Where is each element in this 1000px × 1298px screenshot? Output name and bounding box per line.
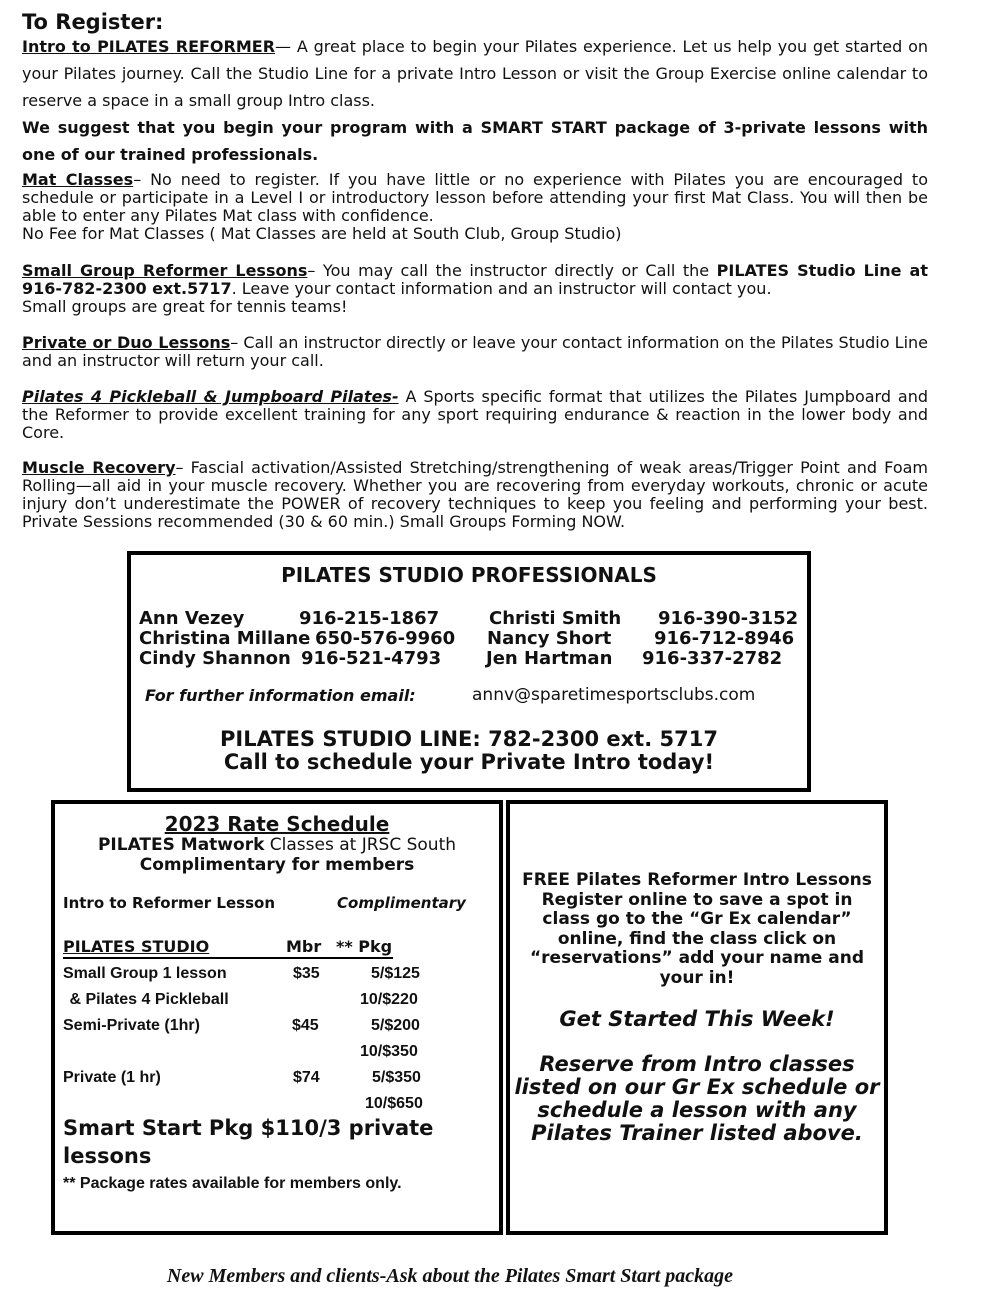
intro-text: A great place to begin your Pilates experience. Let us help you get started on your Pilates journey. Call the Studio Line for a private Intro Lesson or visit the Group Exercise online calendar to reserve a space in a small group Intro class. xyxy=(22,37,929,110)
instructor-phone: 916-215-1867 xyxy=(299,608,440,629)
free-intro-box xyxy=(506,800,888,1235)
mat-fee: No Fee for Mat Classes ( Mat Classes are held at South Club, Group Studio) xyxy=(22,224,622,243)
small-group-text-2: . Leave your contact information and an instructor will contact you. xyxy=(231,279,772,298)
intro-label: Intro to PILATES REFORMER xyxy=(22,37,276,56)
column-pkg: ** Pkg xyxy=(336,937,393,956)
pickleball-text: A Sports specific format that utilizes the Pilates Jumpboard and the Reformer to provide excellent training for any sport requiring endurance & reaction in the lower body and Core. xyxy=(22,387,929,442)
intro-lesson-label: Intro to Reformer Lesson xyxy=(63,894,275,912)
intro-section xyxy=(22,33,928,168)
reserve-text xyxy=(510,1053,884,1145)
free-intro-line: your in! xyxy=(659,967,735,988)
mat-section xyxy=(22,171,928,243)
professionals-title: PILATES STUDIO PROFESSIONALS xyxy=(281,563,657,587)
instructor-phone: 916-337-2782 xyxy=(642,648,783,669)
free-intro-line: online, find the class click on xyxy=(557,928,837,949)
rate-row-pkg: 5/$200 xyxy=(371,1017,420,1034)
header-underline xyxy=(63,957,393,959)
instructor-name: Nancy Short xyxy=(487,628,612,649)
private-section xyxy=(22,334,928,370)
column-mbr: Mbr xyxy=(286,937,322,956)
private-text: – Call an instructor directly or leave your contact information on the Pilates Studio Line and an instructor will return your call. xyxy=(22,333,928,370)
small-group-text-3: Small groups are great for tennis teams! xyxy=(22,297,348,316)
instructor-phone: 650-576-9960 xyxy=(315,628,456,649)
rate-row-pkg: 5/$125 xyxy=(371,965,420,982)
matwork-line xyxy=(55,835,499,855)
rate-row-mbr: $74 xyxy=(293,1069,320,1086)
reserve-line: schedule a lesson with any xyxy=(537,1098,857,1122)
free-intro-line: FREE Pilates Reformer Intro Lessons xyxy=(522,870,872,890)
instructor-phone: 916-390-3152 xyxy=(658,608,799,629)
instructor-name: Christina Millane xyxy=(139,628,311,649)
instructor-phone: 916-521-4793 xyxy=(301,648,442,669)
footer-note: New Members and clients-Ask about the Pilates Smart Start package xyxy=(166,1265,734,1287)
contact-email-link[interactable]: annv@sparetimesportsclubs.com xyxy=(472,685,756,705)
rate-row-mbr: $45 xyxy=(292,1017,319,1034)
smart-start-line-2: lessons xyxy=(63,1144,152,1168)
page-heading: To Register: xyxy=(22,10,164,34)
rate-row-mbr: $35 xyxy=(293,965,320,982)
rate-row-pkg: 10/$650 xyxy=(365,1095,423,1112)
column-studio: PILATES STUDIO xyxy=(63,937,210,956)
matwork-location: Classes at JRSC South xyxy=(264,835,457,855)
reserve-line: Reserve from Intro classes xyxy=(539,1052,855,1076)
small-group-label: Small Group Reformer Lessons xyxy=(22,261,308,280)
rate-row-label: Semi-Private (1hr) xyxy=(63,1017,200,1034)
reserve-line: listed on our Gr Ex schedule or xyxy=(514,1075,880,1099)
muscle-recovery-text: – Fascial activation/Assisted Stretching/strengthening of weak areas/Trigger Point and Foam Rolling—all aid in your muscle recovery. Whether you are recovering from everyday workouts, chronic or acute injury don’t underestimate the POWER of recovery techniques to keep you feeling and performing your best. Private Sessions recommended (30 & 60 min.) Small Groups Forming NOW. xyxy=(22,458,928,531)
email-label: For further information email: xyxy=(145,686,416,705)
instructor-name: Christi Smith xyxy=(489,608,622,629)
rate-row-label: Private (1 hr) xyxy=(63,1069,161,1086)
small-group-text-1: – You may call the instructor directly or Call the xyxy=(307,261,717,280)
mat-label: Mat Classes xyxy=(22,170,134,189)
reserve-line: Pilates Trainer listed above. xyxy=(531,1121,863,1145)
smart-start-line-1: Smart Start Pkg $110/3 private xyxy=(63,1116,434,1140)
rate-schedule-title: 2023 Rate Schedule xyxy=(164,812,390,836)
muscle-recovery-section xyxy=(22,459,928,531)
rate-row-pkg: 10/$350 xyxy=(360,1043,418,1060)
private-label: Private or Duo Lessons xyxy=(22,333,231,352)
instructor-name: Ann Vezey xyxy=(139,608,245,629)
package-rate-note: ** Package rates available for members only. xyxy=(63,1175,402,1192)
free-intro-line: “reservations” add your name and xyxy=(530,948,864,968)
free-intro-line: Register online to save a spot in xyxy=(541,889,853,910)
matwork-label: PILATES Matwork xyxy=(97,835,265,855)
pickleball-section xyxy=(22,388,928,442)
complimentary-members: Complimentary for members xyxy=(139,855,415,875)
rate-schedule-box xyxy=(51,800,503,1235)
intro-lesson-value: Complimentary xyxy=(337,894,466,912)
get-started-text: Get Started This Week! xyxy=(559,1007,835,1031)
small-group-studio-line: PILATES Studio Line at 916-782-2300 ext.5717 xyxy=(22,261,929,298)
rate-table-header xyxy=(63,937,209,956)
rate-row-pkg: 5/$350 xyxy=(372,1069,421,1086)
smart-start-package xyxy=(63,1114,433,1170)
instructor-name: Cindy Shannon xyxy=(139,648,291,669)
instructor-name: Jen Hartman xyxy=(486,648,613,669)
studio-line: PILATES STUDIO LINE: 782-2300 ext. 5717 xyxy=(220,727,718,751)
rate-row-label: Small Group 1 lesson xyxy=(63,965,227,982)
free-intro-line: class go to the “Gr Ex calendar” xyxy=(542,909,852,929)
muscle-recovery-label: Muscle Recovery xyxy=(22,458,176,477)
rate-row-pkg: 10/$220 xyxy=(360,991,418,1008)
rate-row-label: & Pilates 4 Pickleball xyxy=(65,991,229,1008)
intro-dash: — xyxy=(275,37,297,56)
small-group-section xyxy=(22,262,928,316)
mat-text: – No need to register. If you have little or no experience with Pilates you are encouraged to schedule or participate in a Level I or introductory lesson before attending your first Mat Class. You will then be able to enter any Pilates Mat class with confidence. xyxy=(22,170,928,225)
intro-suggestion: We suggest that you begin your program with a SMART START package of 3-private lessons with one of our trained professionals. xyxy=(22,118,928,164)
pickleball-label: Pilates 4 Pickleball & Jumpboard Pilates- xyxy=(22,387,399,406)
instructor-phone: 916-712-8946 xyxy=(654,628,795,649)
free-intro-text xyxy=(510,871,884,988)
professionals-box xyxy=(127,551,811,792)
call-to-schedule: Call to schedule your Private Intro today! xyxy=(223,750,715,774)
